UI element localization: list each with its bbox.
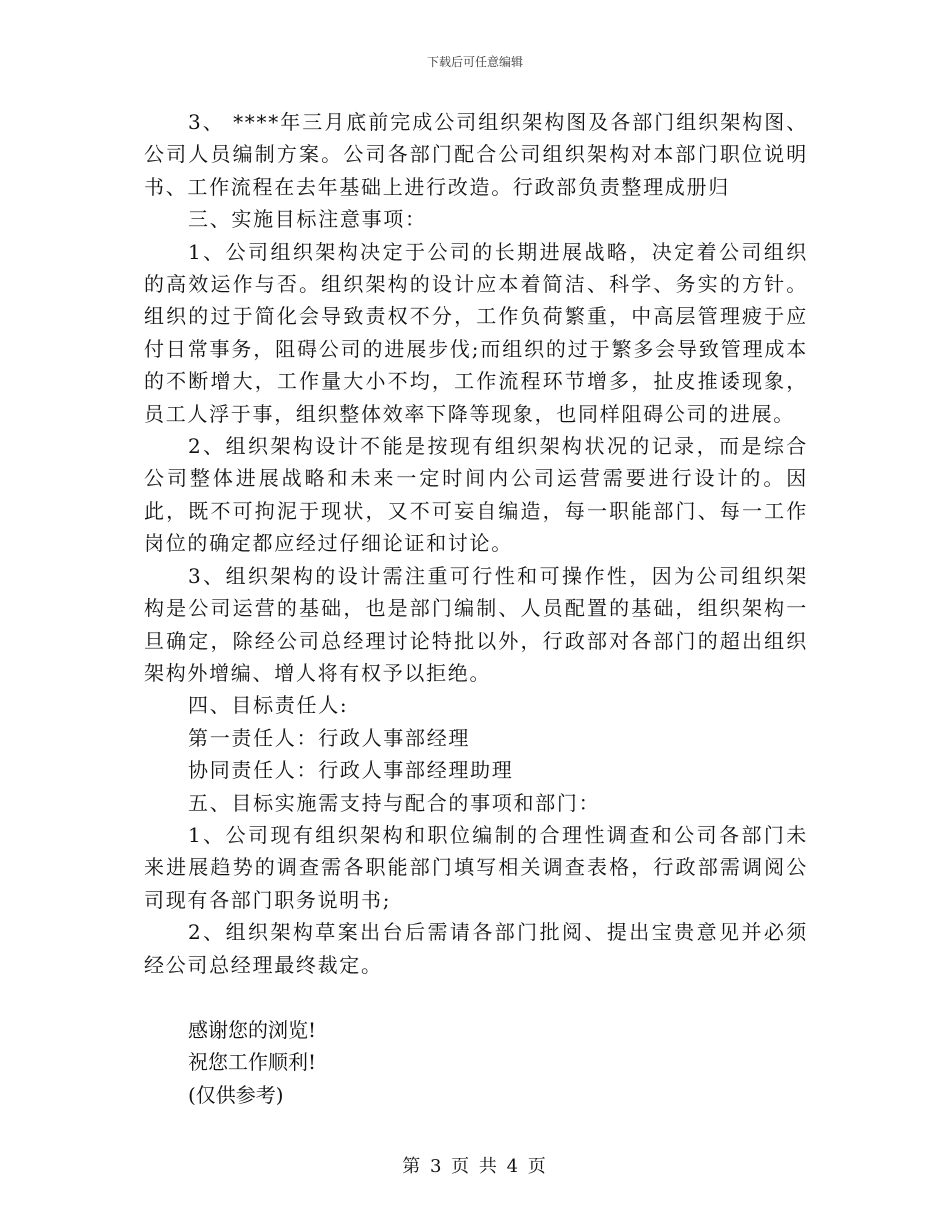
paragraph-note-3: 3、组织架构的设计需注重可行性和可操作性，因为公司组织架构是公司运营的基础，也是部门编制、人员配置的基础，组织架构一旦确定，除经公司总经理讨论特批以外，行政部对各部门的超出组织架构外增编、增人将有权予以拒绝。 [144,563,808,685]
page-header: 下载后可任意编辑 [426,55,523,69]
section-heading-support: 五、目标实施需支持与配合的事项和部门： [188,790,601,815]
closing-note: (仅供参考) [188,1082,284,1107]
closing-wish: 祝您工作顺利! [188,1050,317,1075]
section-heading-responsible: 四、目标责任人: [188,693,349,718]
section-heading-notes: 三、实施目标注意事项： [188,207,427,232]
paragraph-support-2: 2、组织架构草案出台后需请各部门批阅、提出宝贵意见并必须经公司总经理最终裁定。 [144,920,808,977]
first-responsible: 第一责任人：行政人事部经理 [188,725,471,750]
paragraph-note-1: 1、公司组织架构决定于公司的长期进展战略，决定着公司组织的高效运作与否。组织架构的设计应本着简洁、科学、务实的方针。组织的过于简化会导致责权不分，工作负荷繁重，中高层管理疲于应付日常事务，阻碍公司的进展步伐;而组织的过于繁多会导致管理成本的不断增大，工作量大小不均，工作流程环节增多，扯皮推诿现象，员工人浮于事，组织整体效率下降等现象，也同样阻碍公司的进展。 [144,239,808,426]
paragraph-item-3-plan: 3、 ****年三月底前完成公司组织架构图及各部门组织架构图、公司人员编制方案。公司各部门配合公司组织架构对本部门职位说明书、工作流程在去年基础上进行改造。行政部负责整理成册归 [144,110,808,199]
paragraph-support-1: 1、公司现有组织架构和职位编制的合理性调查和公司各部门未来进展趋势的调查需各职能部门填写相关调查表格，行政部需调阅公司现有各部门职务说明书; [144,822,808,912]
document-body [144,106,808,981]
page-number: 第 3 页 共 4 页 [402,1156,548,1177]
paragraph-note-2: 2、组织架构设计不能是按现有组织架构状况的记录，而是综合公司整体进展战略和未来一定时间内公司运营需要进行设计的。因此，既不可拘泥于现状，又不可妄自编造，每一职能部门、每一工作岗位的确定都应经过仔细论证和讨论。 [144,434,808,556]
closing-thanks: 感谢您的浏览! [188,1018,317,1042]
closing-block [188,1014,316,1111]
co-responsible: 协同责任人：行政人事部经理助理 [188,758,514,783]
